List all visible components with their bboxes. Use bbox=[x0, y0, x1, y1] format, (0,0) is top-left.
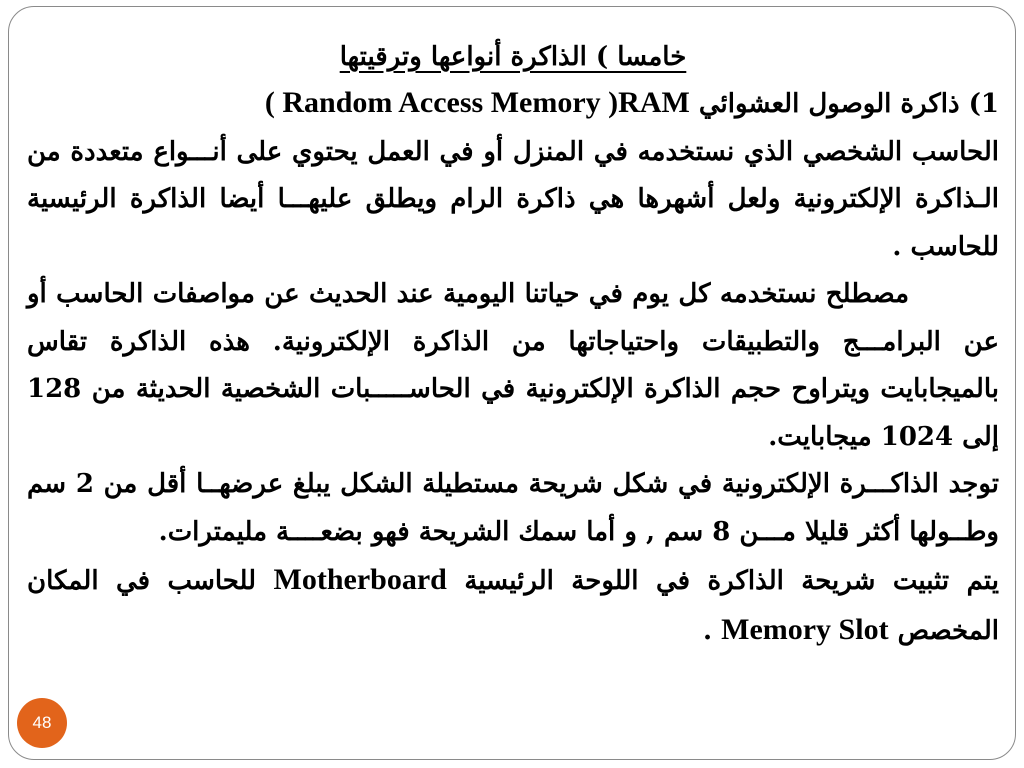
term-motherboard: Motherboard bbox=[273, 563, 447, 596]
term-memory-slot: Memory Slot bbox=[721, 612, 889, 646]
ram-heading bbox=[27, 79, 999, 129]
slide-title: خامسا ) الذاكرة أنواعها وترقيتها bbox=[339, 42, 687, 72]
ram-heading-arabic: 1) ذاكرة الوصول العشوائي bbox=[698, 89, 999, 119]
ram-heading-english: ( Random Access Memory )RAM bbox=[264, 86, 690, 119]
paragraph-term: مصطلح نستخدمه كل يوم في حياتنا اليومية عند الحديث عن مواصفات الحاسب أو عن البرامـــج والتطبيقات واحتياجاتها من الذاكرة الإلكترونية. هذه الذاكرة تقاس بالميجابايت ويتراوح حجم الذاكرة الإلكترونية في الحاســـــبات الشخصية الحديثة من 128 إلى 1024 ميجابايت. bbox=[27, 279, 999, 452]
paragraph-chip-shape: توجد الذاكـــرة الإلكترونية في شكل شريحة مستطيلة الشكل يبلغ عرضهــا أقل من 2 سم وطــولها أكثر قليلا مـــن 8 سم , و أما سمك الشريحة فهو بضعــــة مليمترات. bbox=[27, 469, 999, 547]
page-number-badge bbox=[17, 698, 67, 748]
slide-content bbox=[27, 35, 999, 655]
page-number: 48 bbox=[32, 713, 52, 732]
paragraph-installation bbox=[27, 556, 999, 655]
slide-frame bbox=[8, 6, 1016, 760]
installation-text-1: يتم تثبيت شريحة الذاكرة في اللوحة الرئيسية bbox=[464, 566, 999, 596]
installation-end: . bbox=[703, 615, 713, 646]
paragraph-intro: الحاسب الشخصي الذي نستخدمه في المنزل أو في العمل يحتوي على أنـــواع متعددة من الـذاكرة الإلكترونية ولعل أشهرها هي ذاكرة الرام ويطلق عليهـــا أيضا الذاكرة الرئيسية للحاسب . bbox=[27, 136, 999, 262]
installation-text-2: للحاسب في المكان المخصص bbox=[27, 566, 999, 646]
